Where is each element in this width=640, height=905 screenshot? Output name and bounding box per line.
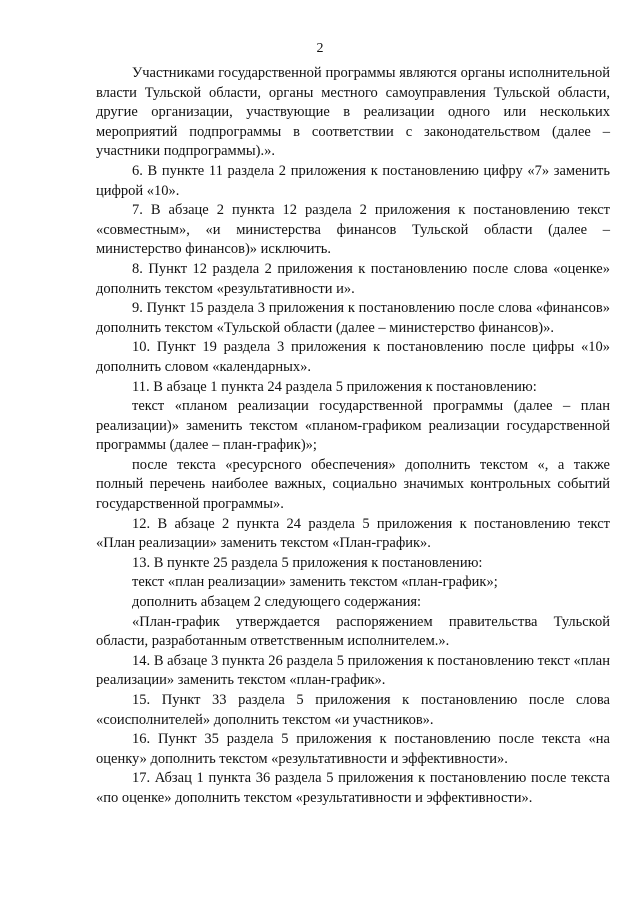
paragraph-item-15: 15. Пункт 33 раздела 5 приложения к постановлению после слова «соисполнителей» дополнить текстом «и участников». bbox=[96, 692, 610, 728]
paragraph-item-8: 8. Пункт 12 раздела 2 приложения к постановлению после слова «оценке» дополнить текстом «результативности и». bbox=[96, 260, 610, 297]
paragraph-item-12: 12. В абзаце 2 пункта 24 раздела 5 приложения к постановлению текст «План реализации» заменить текстом «План-график». bbox=[96, 515, 610, 552]
paragraph-item-13-quote: «План-график утверждается распоряжением правительства Тульской области, разработанным ответственным исполнителем.». bbox=[96, 613, 610, 650]
paragraph-item-11-text-add: после текста «ресурсного обеспечения» дополнить текстом «, а также полный перечень наиболее важных, социально значимых контрольных событий государственной программы». bbox=[96, 456, 610, 513]
document-body bbox=[96, 64, 610, 809]
paragraph-item-13: 13. В пункте 25 раздела 5 приложения к постановлению: bbox=[132, 554, 483, 571]
paragraph-item-7: 7. В абзаце 2 пункта 12 раздела 2 приложения к постановлению текст «совместным», «и министерства финансов Тульской области (далее – министерство финансов)» исключить. bbox=[96, 202, 610, 258]
paragraph-item-17: 17. Абзац 1 пункта 36 раздела 5 приложения к постановлению после текста «по оценке» дополнить текстом «результативности и эффективности». bbox=[96, 770, 610, 806]
paragraph-item-11-text-replace: текст «планом реализации государственной программы (далее – план реализации)» заменить текстом «планом-графиком реализации государственной программы (далее – план-график)»; bbox=[96, 398, 610, 454]
paragraph-item-9: 9. Пункт 15 раздела 3 приложения к постановлению после слова «финансов» дополнить текстом «Тульской области (далее – министерство финансов)». bbox=[96, 300, 610, 336]
paragraph-item-10: 10. Пункт 19 раздела 3 приложения к постановлению после цифры «10» дополнить словом «календарных». bbox=[96, 339, 610, 375]
paragraph-participants: Участниками государственной программы являются органы исполнительной власти Тульской области, органы местного самоуправления Тульской области, другие организации, участвующие в реализации одного или нескольких мероприятий подпрограммы в соответствии с законодательством (далее – участники подпрограммы).». bbox=[96, 65, 610, 160]
paragraph-item-13-text-replace: текст «план реализации» заменить текстом «план-график»; bbox=[132, 574, 498, 591]
paragraph-item-11: 11. В абзаце 1 пункта 24 раздела 5 приложения к постановлению: bbox=[132, 378, 537, 395]
paragraph-item-6: 6. В пункте 11 раздела 2 приложения к постановлению цифру «7» заменить цифрой «10». bbox=[96, 162, 610, 199]
paragraph-item-14: 14. В абзаце 3 пункта 26 раздела 5 приложения к постановлению текст «план реализации» заменить текстом «план-график». bbox=[96, 652, 610, 689]
paragraph-item-13-add-paragraph: дополнить абзацем 2 следующего содержания: bbox=[132, 594, 422, 611]
paragraph-item-16: 16. Пункт 35 раздела 5 приложения к постановлению после текста «на оценку» дополнить текстом «результативности и эффективности». bbox=[96, 731, 610, 767]
page-number: 2 bbox=[316, 41, 324, 56]
